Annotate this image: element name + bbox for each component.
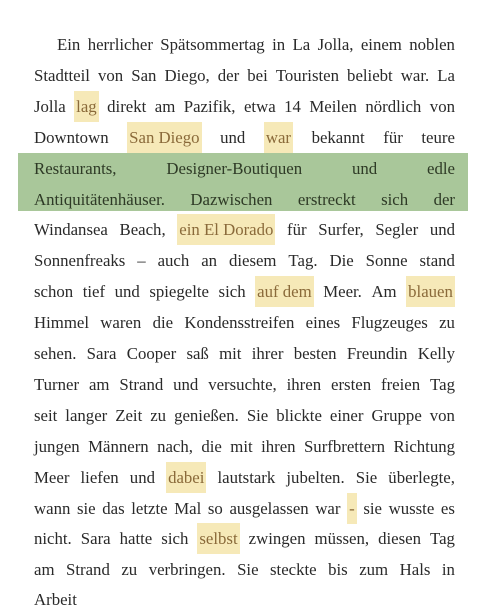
word: langer [65,405,108,425]
word: Hals [399,560,431,580]
word: ihren [286,374,322,394]
word: am [34,560,55,580]
word: tief [82,282,106,302]
word: jungen [34,436,80,456]
text-line [34,214,455,245]
word: Mal [174,498,202,518]
word: Sara [80,529,111,549]
word: Beach, [119,220,166,240]
text-line [34,60,455,91]
word: Flugzeuges [351,313,428,333]
word: Jolla, [317,35,354,54]
highlighted-word: auf dem [255,276,314,307]
text-line [34,184,455,215]
word: schon [34,282,74,302]
word: saß [186,344,209,363]
word: beliebt [347,65,393,85]
word: bekannt [311,127,365,147]
word: Die [329,251,354,271]
text-line [34,431,455,462]
word: nördlich [365,96,422,116]
word: Cooper [126,344,177,363]
word: zu [121,560,138,580]
word: und [173,374,199,394]
text-line [34,369,455,400]
highlighted-word: blauen [406,276,455,307]
word: so [207,498,223,518]
word: bei [247,65,268,85]
word: und [220,127,246,147]
word: Sie [237,560,259,580]
word: Kelly [417,344,455,363]
word: sich [381,189,409,209]
word: es [440,498,455,518]
text-line [34,276,455,307]
word: war. [400,65,430,85]
word: sich [161,529,189,549]
word: Touristen [275,65,339,85]
word: Designer-Boutiquen [166,158,303,178]
word: zum [359,560,389,580]
word: diesem [228,251,277,271]
word: Sie [355,467,378,487]
word: ersten [331,374,372,394]
word: Pazifik, [183,96,236,116]
word: teure [421,127,455,147]
word: mit [219,344,242,363]
word: Gruppe [371,405,422,425]
word: ihren [261,436,296,456]
text-line [34,523,455,554]
word: Dazwischen [190,189,273,209]
word: für [383,127,403,147]
word: sie [76,498,96,518]
word: Zeit [115,405,143,425]
word: und [352,158,378,178]
word: Tag [430,374,455,394]
highlighted-word: - [347,493,357,524]
word: edle [427,158,455,178]
word: La [437,65,455,85]
text-line [57,29,455,60]
word: Männern [88,436,149,456]
word: blickte [276,405,322,425]
word: zu [439,313,455,333]
text-line [34,400,455,431]
word: in [272,35,286,54]
word: lautstark [217,467,276,487]
word: sich [218,282,246,302]
word: San [131,65,157,85]
word: liefen [80,467,119,487]
word: versuchte, [208,374,277,394]
word: und [129,467,155,487]
word: direkt [107,96,147,116]
word: Himmel [34,313,89,333]
word: wann [34,498,71,518]
word: Freundin [346,344,408,363]
word: Segler [375,220,419,240]
highlighted-word: lag [74,91,99,122]
highlighted-word: selbst [197,523,239,554]
text-line [34,245,455,276]
highlighted-word: San Diego [127,122,201,153]
word: Meilen [309,96,357,116]
word: und [114,282,140,302]
word: war [315,498,341,518]
word: erstreckt [297,189,356,209]
word: Sara [86,344,117,363]
word: am [88,374,110,394]
word: in [441,560,455,580]
word: Antiquitätenhäuser. [34,189,165,209]
word: überlegte, [388,467,455,487]
word: noblen [409,35,455,54]
word: nach, [157,436,193,456]
word: an [201,251,218,271]
word: Ein [57,35,81,54]
word: freien [381,374,421,394]
word: stand [419,251,455,271]
word: Meer [34,467,70,487]
word: einem [360,35,402,54]
word: Jolla [34,96,66,116]
highlighted-word: dabei [166,462,206,493]
word: Strand [66,560,110,580]
word: steckte [270,560,317,580]
word: jubelten. [286,467,345,487]
word: zwingen [248,529,306,549]
word: mit [230,436,253,456]
highlighted-word: ein El Dorado [177,214,275,245]
word: waren [100,313,142,333]
word: besten [293,344,337,363]
word: Surfer, [318,220,364,240]
text-line [34,307,455,338]
word: die [201,436,222,456]
word: bis [328,560,348,580]
word: müssen, [314,529,370,549]
text-line [34,91,455,122]
word: Restaurants, [34,158,117,178]
word: La [292,35,311,54]
text-line [34,493,455,524]
word: die [152,313,174,333]
word: auch [157,251,190,271]
word: Windansea [34,220,108,240]
word: ihrer [251,344,284,363]
word: Downtown [34,127,109,147]
word: verbringen. [148,560,226,580]
word: Diego, [164,65,210,85]
word: sie [363,498,382,518]
text-line [34,153,455,184]
word: zu [150,405,167,425]
text-line [34,338,455,369]
word: Sie [246,405,269,425]
word: letzte [131,498,168,518]
word: Am [371,282,397,302]
word: am [154,96,176,116]
word: eines [305,313,341,333]
word: Strand [119,374,164,394]
word: seit [34,405,58,425]
word: Sonnenfreaks [34,251,126,271]
cutoff-text: Arbeit [34,590,77,609]
word: Meer. [323,282,362,302]
word: – [137,251,146,271]
word: der [217,65,240,85]
word: Tag. [288,251,318,271]
word: nicht. [34,529,72,549]
word: genießen. [174,405,239,425]
word: Spätsommertag [160,35,265,54]
word: von [429,96,455,116]
cutoff-line [34,584,94,609]
word: von [98,65,124,85]
word: Surfbrettern [303,436,386,456]
word: Richtung [393,436,455,456]
word: etwa [243,96,276,116]
word: spiegelte [149,282,209,302]
word: Stadtteil [34,65,90,85]
word: das [102,498,125,518]
word: Sonne [365,251,408,271]
word: sehen. [34,344,77,363]
word: hatte [119,529,153,549]
text-line [34,554,455,585]
word: und [429,220,455,240]
text-line [34,462,455,493]
word: von [429,405,455,425]
word: einer [329,405,364,425]
word: der [433,189,455,209]
word: diesen [378,529,421,549]
word: für [287,220,307,240]
word: ausgelassen [229,498,309,518]
word: Turner [34,374,80,394]
word: Tag [430,529,455,549]
word: herrlicher [87,35,153,54]
word: Kondensstreifen [184,313,295,333]
word: 14 [284,96,301,116]
word: wusste [388,498,435,518]
highlighted-word: war [264,122,293,153]
text-line [34,122,455,153]
